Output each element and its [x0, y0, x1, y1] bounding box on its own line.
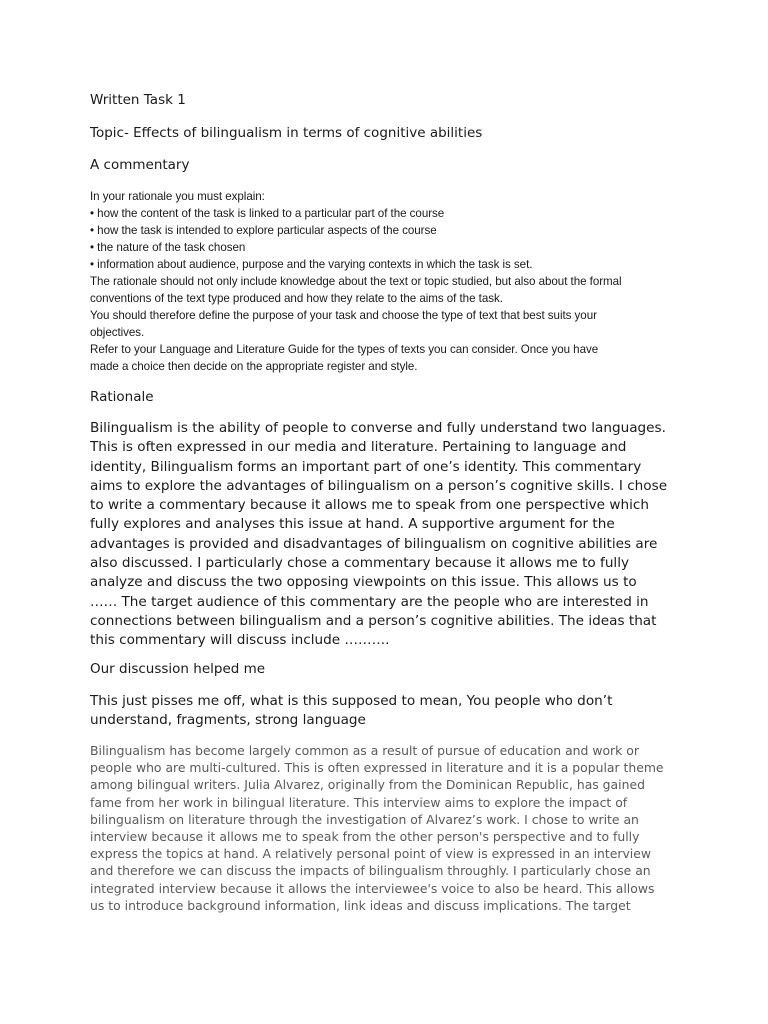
paragraph-line: This just pisses me off, what is this supposed to mean, You people who don’t — [90, 693, 613, 709]
paragraph-line: Bilingualism has become largely common as a result of pursue of education and work or — [90, 743, 639, 758]
instruction-line: Refer to your Language and Literature Guide for the types of texts you can consider. Once you have — [90, 343, 599, 356]
paragraph-line: connections between bilingualism and a person’s cognitive abilities. The ideas that — [90, 612, 657, 629]
paragraph-line: fame from her work in bilingual literature. This interview aims to explore the impact of — [90, 794, 628, 810]
rationale-heading: Rationale — [90, 389, 154, 405]
rationale-instructions — [90, 188, 690, 375]
paragraph-line: advantages is provided and disadvantages of bilingualism on cognitive abilities are — [90, 535, 658, 552]
paragraph-line: …… The target audience of this commentary are the people who are interested in — [90, 593, 649, 610]
discussion-line: Our discussion helped me — [90, 661, 266, 677]
instruction-line: • the nature of the task chosen — [90, 241, 246, 254]
comment-paragraph — [90, 692, 690, 731]
instruction-line: • how the task is intended to explore particular aspects of the course — [90, 224, 437, 237]
paragraph-line: understand, fragments, strong language — [90, 712, 366, 729]
paragraph-line: identity, Bilingualism forms an important part of one’s identity. This commentary — [90, 458, 642, 475]
paragraph-line: interview because it allows me to speak from the other person's perspective and to fully — [90, 829, 640, 845]
paragraph-line: Bilingualism is the ability of people to converse and fully understand two languages. — [90, 420, 666, 436]
paragraph-line: fully explores and analyses this issue at hand. A supportive argument for the — [90, 516, 615, 533]
paragraph-line: analyze and discuss the two opposing viewpoints on this issue. This allows us to — [90, 574, 637, 591]
paragraph-line: and therefore we can discuss the impacts of bilingualism throughly. I particularly chose an — [90, 863, 651, 879]
instruction-line: made a choice then decide on the appropriate register and style. — [90, 360, 418, 373]
paragraph-line: people who are multi-cultured. This is often expressed in literature and it is a popular theme — [90, 760, 664, 776]
instruction-line: • information about audience, purpose and the varying contexts in which the task is set. — [90, 258, 533, 271]
topic-line: Topic- Effects of bilingualism in terms of cognitive abilities — [90, 125, 483, 141]
paragraph-line: integrated interview because it allows the interviewee's voice to also be heard. This allows — [90, 880, 655, 896]
task-type: A commentary — [90, 157, 190, 173]
paragraph-line: this commentary will discuss include ………. — [90, 632, 390, 649]
paragraph-line: aims to explore the advantages of bilingualism on a person’s cognitive skills. I chose — [90, 477, 668, 494]
instruction-line: In your rationale you must explain: — [90, 190, 265, 203]
rationale-paragraph — [90, 419, 690, 651]
interview-rationale-paragraph — [90, 742, 690, 914]
paragraph-line: to write a commentary because it allows me to speak from one perspective which — [90, 497, 649, 514]
paragraph-line: us to introduce background information, link ideas and discuss implications. The target — [90, 897, 631, 913]
instruction-line: conventions of the text type produced and how they relate to the aims of the task. — [90, 292, 503, 305]
paragraph-line: among bilingual writers. Julia Alvarez, originally from the Dominican Republic, has gained — [90, 777, 645, 793]
instruction-line: • how the content of the task is linked to a particular part of the course — [90, 207, 445, 220]
document-title: Written Task 1 — [90, 92, 186, 108]
paragraph-line: bilingualism on literature through the investigation of Alvarez’s work. I chose to write an — [90, 811, 639, 827]
instruction-line: You should therefore define the purpose of your task and choose the type of text that best suits your — [90, 309, 597, 322]
paragraph-line: This is often expressed in our media and literature. Pertaining to language and — [90, 439, 627, 456]
paragraph-line: also discussed. I particularly chose a commentary because it allows me to fully — [90, 555, 630, 572]
instruction-line: The rationale should not only include knowledge about the text or topic studied, but also about the formal — [90, 275, 622, 288]
instruction-line: objectives. — [90, 326, 145, 339]
paragraph-line: express the topics at hand. A relatively personal point of view is expressed in an interview — [90, 846, 652, 862]
